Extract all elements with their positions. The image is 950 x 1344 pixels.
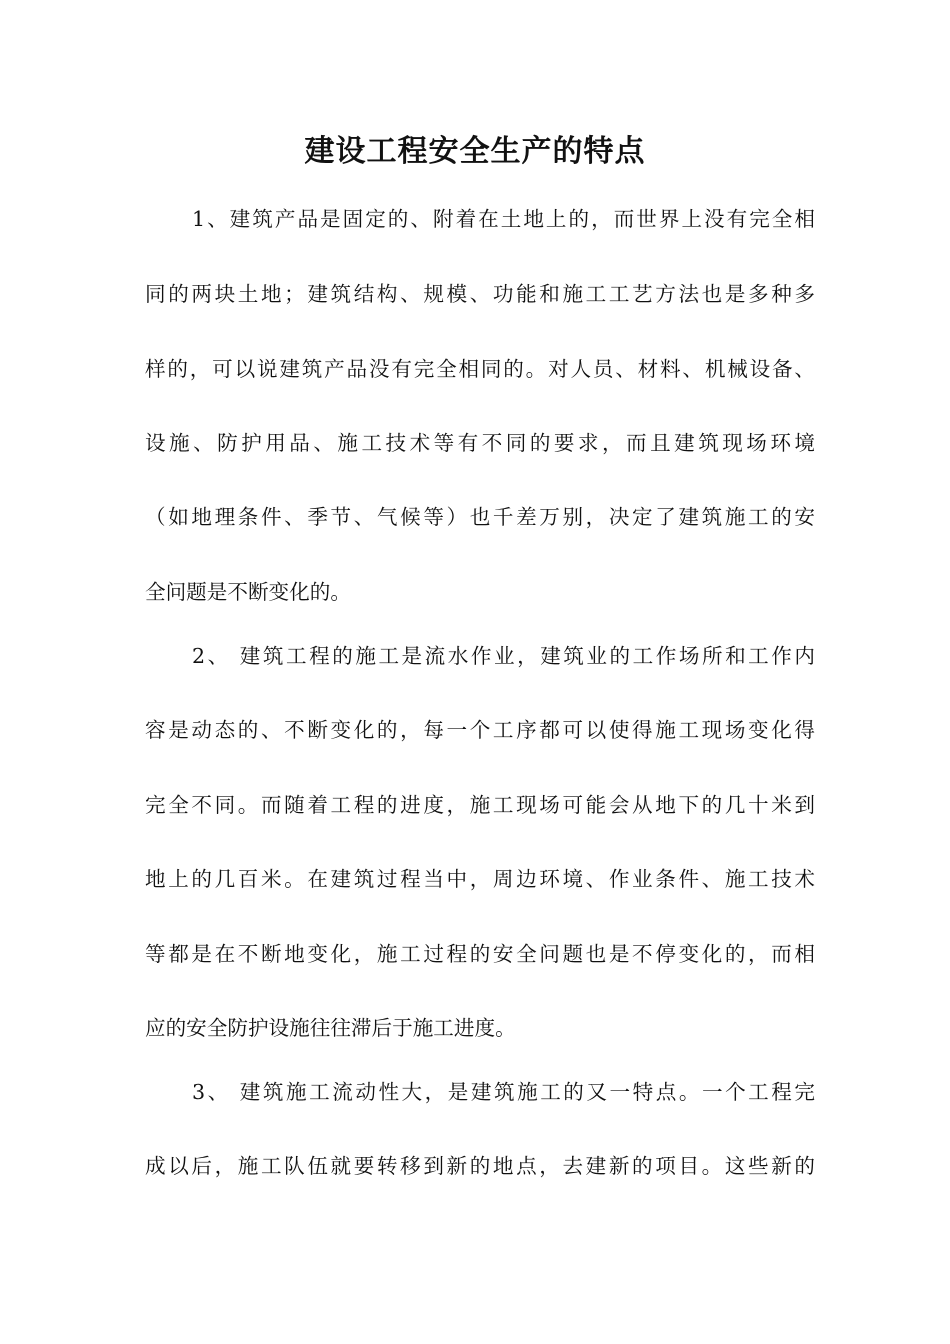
paragraph-2-line-1: 2、 建筑工程的施工是流水作业，建筑业的工作场所和工作内 [192, 644, 815, 668]
paragraph-1-line-6: 全问题是不断变化的。 [145, 580, 351, 604]
paragraph-2-line-2: 容是动态的、不断变化的，每一个工序都可以使得施工现场变化得 [145, 718, 815, 742]
paragraph-1-line-4: 设施、防护用品、施工技术等有不同的要求，而且建筑现场环境 [145, 431, 815, 455]
paragraph-1-line-5: （如地理条件、季节、气候等）也千差万别，决定了建筑施工的安 [145, 505, 815, 529]
paragraph-2-line-6: 应的安全防护设施往往滞后于施工进度。 [145, 1016, 516, 1040]
paragraph-3-line-2: 成以后，施工队伍就要转移到新的地点，去建新的项目。这些新的 [145, 1154, 815, 1178]
paragraph-2-line-4: 地上的几百米。在建筑过程当中，周边环境、作业条件、施工技术 [145, 867, 815, 891]
paragraph-2-line-5: 等都是在不断地变化，施工过程的安全问题也是不停变化的，而相 [145, 942, 815, 966]
paragraph-1-line-1: 1、建筑产品是固定的、附着在土地上的，而世界上没有完全相 [192, 207, 815, 231]
paragraph-1-line-3: 样的，可以说建筑产品没有完全相同的。对人员、材料、机械设备、 [145, 357, 815, 381]
paragraph-1-line-2: 同的两块土地；建筑结构、规模、功能和施工工艺方法也是多种多 [145, 282, 815, 306]
document-title: 建设工程安全生产的特点 [304, 134, 646, 169]
paragraph-3-line-1: 3、 建筑施工流动性大，是建筑施工的又一特点。一个工程完 [192, 1080, 815, 1104]
paragraph-2-line-3: 完全不同。而随着工程的进度，施工现场可能会从地下的几十米到 [145, 793, 815, 817]
